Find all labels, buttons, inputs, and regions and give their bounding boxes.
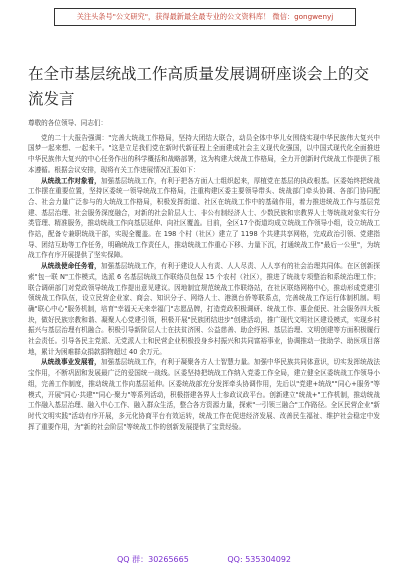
salutation: 尊敬的各位领导、同志们： <box>28 119 108 127</box>
paragraph-intro <box>28 133 380 176</box>
paragraph-development <box>28 357 380 432</box>
document-body <box>28 118 380 538</box>
qq-group-text: QQ 群：30265665 <box>116 555 189 564</box>
footer-contact <box>0 552 408 568</box>
paragraph-lead: 从统战事业发展看， <box>41 358 101 367</box>
page-title: 在全市基层统战工作高质量发展调研座谈会上的交流发言 <box>28 65 370 108</box>
paragraph-text: 加强基层统战工作，有利于建设人人有责、人人尽责、人人享有的社会治理共同体。在区创新探索"包一联 N"工作模式，选派 6 名基层统战工作联络员包保 15 个农村（社区），推进了统战专项整治和系统治理工作；联合调研部门对党政领导统战工作提出意见建议。因地制宜规范统战工作联络站，在社区联络网格中心，推动形成党建引领统战工作队伍，设立民营企业家、商会、知识分子、网络人士、港澳台侨等联系点，完善统战工作运行体制机制。明确"联心中心"服务机制，培育"幸福天天来幸福门"志愿品牌，打造党政积极调研、统战工作、惠企便民、社会服务四大板块，做好民族宗教和谐、凝聚人心党建引领，积极开展"民族团结进步"创建活动，推广现代文明社区建设模式，实现乡村振兴与基层治理有机融合。积极引导新阶层人士在扶贫济困、公益慈善、助企纾困、基层治理、文明创建等方面积极履行社会责任。引导各民主党派、无党派人士和民营企业积极投身乡村振兴和共同富裕事业，协调推动一批助学、助医项目落地，累计为困难群众捐款捐物超过 40 余万元。 <box>28 262 380 356</box>
paragraph-text: 加强基层统战工作，有利于凝聚各方人士智慧力量。加强中华民族共同体意识，切实发挥统战法宝作用，不断巩固和发展最广泛的爱国统一战线。区委坚持把统战工作纳入党委工作全局，建立健全区委统战工作领导小组，完善工作制度，推动统战工作向基层延伸。区委统战部充分发挥牵头协调作用，先后以"党建+统战""同心+服务"等模式，开展"同心·共建""同心·聚力"等系列活动，积极搭建各界人士参政议政平台。创新建立"统战+"工作机制，推动统战工作融入基层治理、融入中心工作、融入群众生活，整合各方资源力量，探索"一引领三融合"工作路径。全区民营企业"新时代文明实践"活动有序开展，多元化协商平台有效运转，统战工作在促进经济发展、改善民生福祉、维护社会稳定中发挥了重要作用，为"新的社会阶层"等统战工作的创新发展提供了宝贵经验。 <box>28 358 380 431</box>
paragraph-work-targets <box>28 176 380 262</box>
promo-banner[interactable]: 关注头条号"公文研究"，获得最新最全最专业的公文资料库！ 微信：gongwenyj <box>54 8 356 26</box>
paragraph-lead: 从统战使命任务看， <box>41 262 101 271</box>
paragraph-lead: 从统战工作对象看， <box>41 176 101 185</box>
paragraph-mission <box>28 261 380 357</box>
paragraph-text: 党的二十大报告强调："完善大统战工作格局，坚持大团结大联合，动员全体中华儿女围绕实现中华民族伟大复兴中国梦一起来想、一起来干。"这是立足我们党在新时代新征程上全面建成社会主义现代化强国，以中国式现代化全面推进中华民族伟大复兴的中心任务作出的科学概括和战略部署，这为构建大统战工作格局，全力开创新时代统战工作提供了根本遵循。根据会议安排，现将有关工作进展情况汇报如下： <box>28 133 380 174</box>
paragraph-text: 加强基层统战工作，有利于把各方面人士组织起来，厚植党在基层的执政根基。区委始终把统战工作摆在重要位置，坚持区委统一领导统战工作格局，注重构建区委主要领导带头、统战部门牵头协调、各部门协同配合、社会力量广泛参与的大统战工作格局，积极发挥街道、社区在统战工作中的基础作用，着力推进统战工作与基层党建、基层治理、社会服务深度融合，对新的社会阶层人士、非公有制经济人士、少数民族和宗教界人士等统战对象实行分类管理、精准服务，推动统战工作向基层延伸、向社区覆盖。目前，全区17个街道均成立统战工作领导小组，设立统战工作站，配备专兼职统战干部，实现全覆盖。在 198 个村（社区）建立了 1198 个共建共享网格，完成政治引领、党建指导、团结互助等工作任务，明确统战工作责任人，推动统战工作重心下移、力量下沉，打通统战工作"最后一公里"，为统战工作有序开展提供了坚实保障。 <box>28 176 380 260</box>
qq-number-text: QQ: 535304092 <box>227 555 292 564</box>
